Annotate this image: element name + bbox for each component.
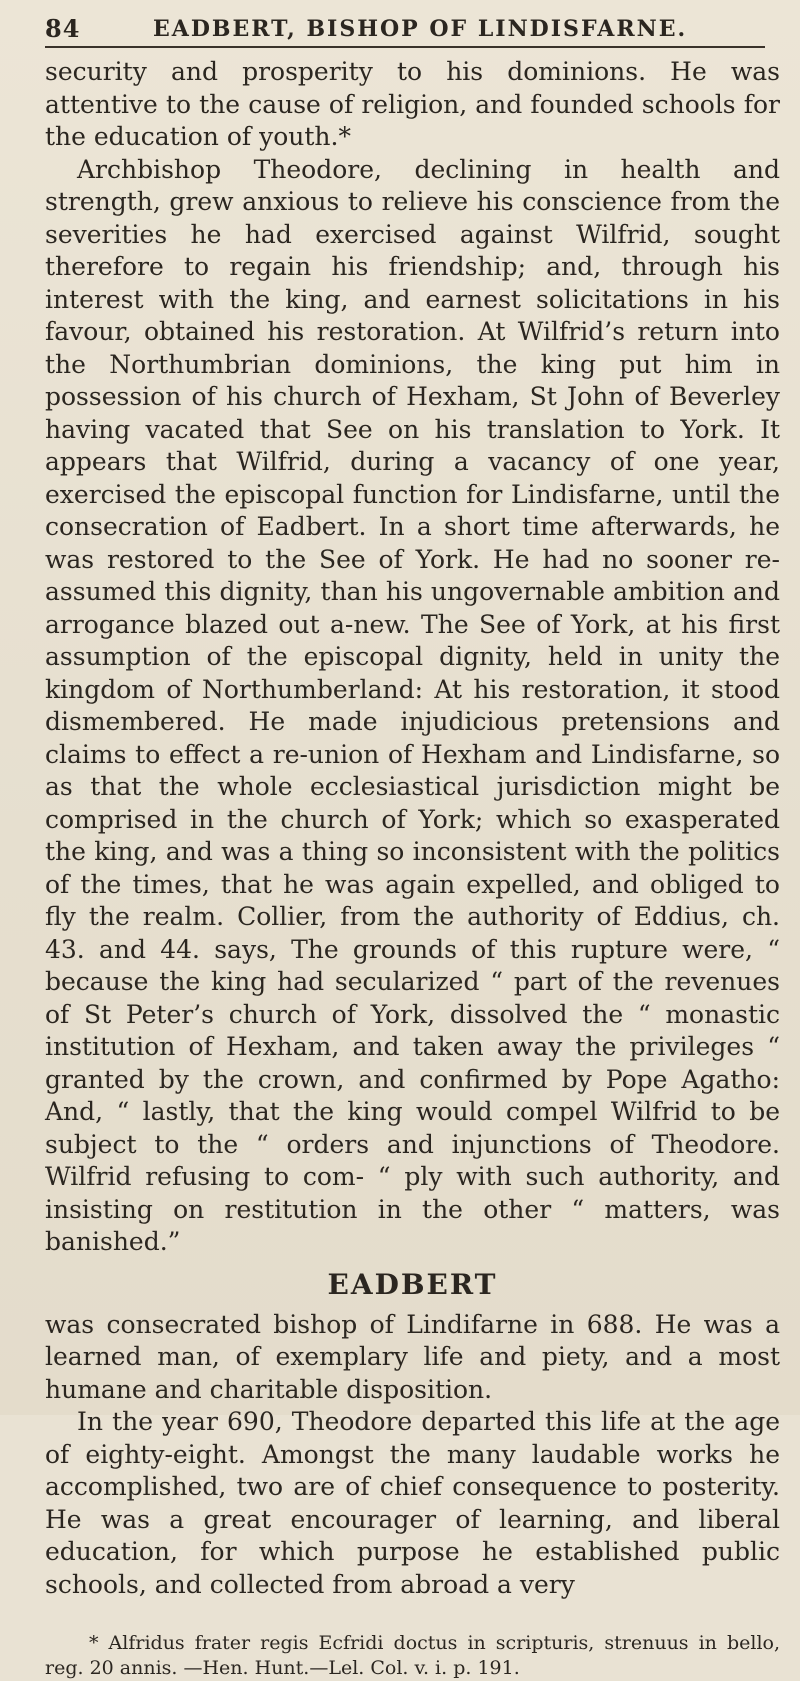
page-number: 84 — [45, 14, 81, 43]
footnote: * Alfridus frater regis Ecfridi doctus in scripturis, strenuus in bello, reg. 20 annis. —Hen. Hunt.—Lel. Col. v. i. p. 191. — [45, 1632, 780, 1679]
paragraph-3: was consecrated bishop of Lindifarne in 688. He was a learned man, of exemplary life and piety, and a most humane and charitable disposition. — [45, 1309, 780, 1404]
body-text — [45, 56, 780, 1681]
paragraph-2: Archbishop Theodore, declining in health and strength, grew anxious to relieve his conscience from the severities he had exercised against Wilfrid, sought therefore to regain his friendship; and, through his interest with the king, and earnest solicitations in his favour, obtained his restoration. At Wilfrid’s return into the Northumbrian dominions, the king put him in possession of his church of Hexham, St John of Beverley having vacated that See on his translation to York. It appears that Wilfrid, during a vacancy of one year, exercised the episcopal function for Lindisfarne, until the consecration of Eadbert. In a short time afterwards, he was restored to the See of York. He had no sooner re-assumed this dignity, than his ungovernable ambition and arrogance blazed out a-new. The See of York, at his first assumption of the episcopal dignity, held in unity the kingdom of Northumberland: At his restoration, it stood dismembered. He made injudicious pretensions and claims to effect a re-union of Hexham and Lindisfarne, so as that the whole ecclesiastical jurisdiction might be comprised in the church of York; which so exasperated the king, and was a thing so inconsistent with the politics of the times, that he was again expelled, and obliged to fly the realm. Collier, from the authority of Eddius, ch. 43. and 44. says, The grounds of this rupture were, “ because the king had secularized “ part of the revenues of St Peter’s church of York, dissolved the “ monastic institution of Hexham, and taken away the privileges “ granted by the crown, and confirmed by Pope Agatho: And, “ lastly, that the king would compel Wilfrid to be subject to the “ orders and injunctions of Theodore. Wilfrid refusing to com- “ ply with such authority, and insisting on restitution in the other “ matters, was banished.” — [45, 154, 780, 1256]
page-header — [45, 10, 765, 48]
section-heading: EADBERT — [327, 1267, 498, 1301]
paragraph-4: In the year 690, Theodore departed this life at the age of eighty-eight. Amongst the many laudable works he accomplished, two are of chief consequence to posterity. He was a great encourager of learning, and liberal education, for which purpose he established public schools, and collected from abroad a very — [45, 1407, 780, 1599]
paragraph-1: security and prosperity to his dominions. He was attentive to the cause of religion, and founded schools for the education of youth.* — [45, 57, 780, 151]
running-title: EADBERT, BISHOP OF LINDISFARNE. — [153, 16, 688, 42]
